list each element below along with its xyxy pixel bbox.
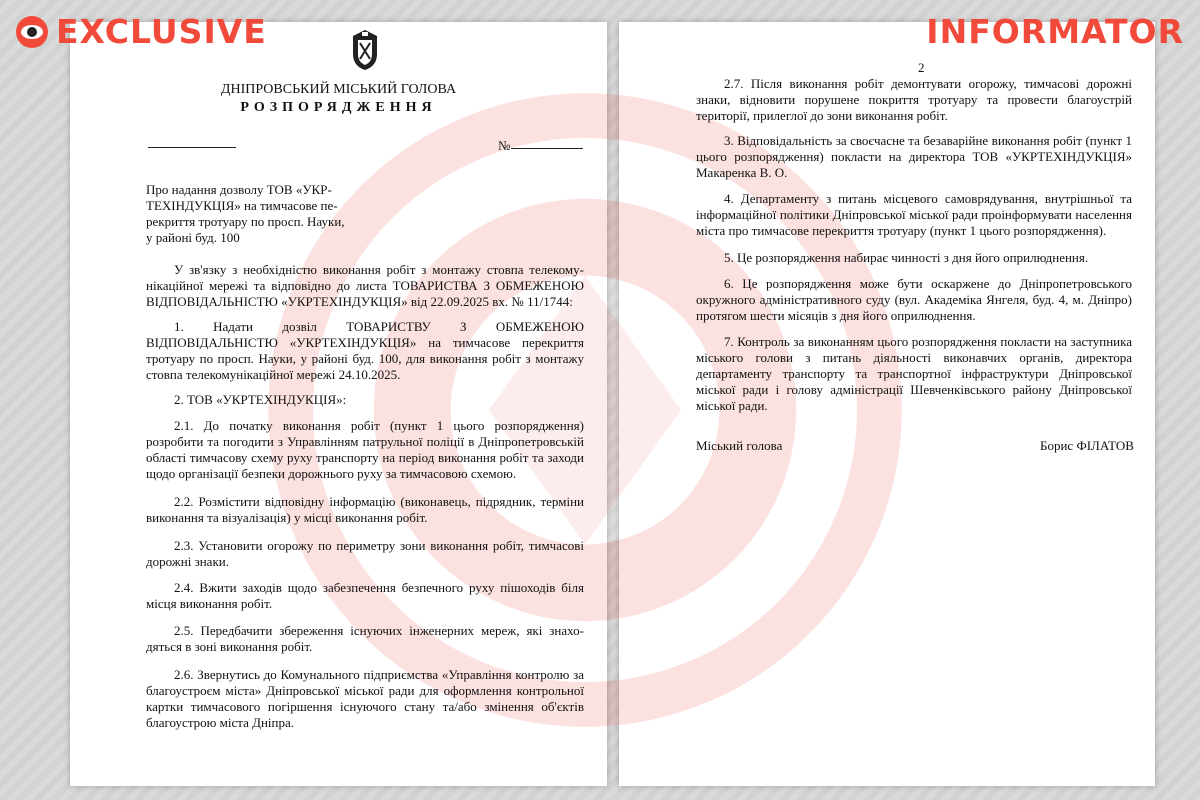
subject-line: у районі буд. 100 [146,230,240,245]
page-number: 2 [918,60,925,75]
paragraph-5: 5. Це розпорядження набирає чинності з дня його оприлюднення. [724,250,1089,265]
paragraph-2-6: 2.6. Звернутись до Комунального підприємства «Управління контролю за благоустроєм міста» Дніпровської міської ради для оформлення контрольної картки тимчасового погіршення існуючого стану та/або змінення об'єктів благоустрою міста Дніпра. [146,667,584,730]
org-title: ДНІПРОВСЬКИЙ МІСЬКИЙ ГОЛОВА [220,82,457,97]
exclusive-label: EXCLUSIVE [56,12,267,51]
exclusive-logo [14,10,267,54]
number-label: № [498,138,511,153]
paragraph-1: 1. Надати дозвіл ТОВАРИСТВУ З ОБМЕЖЕНОЮ ВІДПОВІДАЛЬНІСТЮ «УКРТЕХІНДУКЦІЯ» на тимчасове перекриття тротуару по просп. Науки, у районі буд. 100, для виконання робіт з монтажу стовпа телекомунікаційної мережі 24.10.2025. [146,319,584,382]
signature-title: Міський голова [696,438,783,453]
paragraph-2-5: 2.5. Передбачити збереження існуючих інженерних мереж, які знаходяться в зоні виконання робіт. [146,623,584,654]
informator-logo: INFORMATOR [926,12,1184,51]
date-blank-line [148,147,236,148]
paragraph-4: 4. Департаменту з питань місцевого самоврядування, внутрішньої та інформаційної політики Дніпровської міської ради проінформувати населення міста про тимчасове перекриття тротуару (пункт 1 цього розпорядження). [696,191,1132,238]
number-blank-line [511,148,583,149]
subject-line: ТЕХІНДУКЦІЯ» на тимчасове пе- [146,198,338,213]
paragraph-2-7: 2.7. Після виконання робіт демонтувати огорожу, тимчасові дорожні знаки, відновити порушене покриття тротуару та провести благоустрій території, прилеглої до зони виконання робіт. [696,76,1132,123]
intro-paragraph: У зв'язку з необхідністю виконання робіт з монтажу стовпа телекомунікаційної мережі та відповідно до листа ТОВАРИСТВА З ОБМЕЖЕНОЮ ВІДПОВІДАЛЬНІСТЮ «УКРТЕХІНДУКЦІЯ» від 22.09.2025 вх. № 11/1744: [146,262,584,309]
paragraph-2-4: 2.4. Вжити заходів щодо забезпечення безпечного руху пішоходів біля місця виконання робіт. [146,580,584,611]
signature-name: Борис ФІЛАТОВ [1040,438,1134,453]
city-emblem-icon [347,28,383,72]
doc-type-heading: РОЗПОРЯДЖЕННЯ [240,100,437,115]
eye-logo-icon [14,14,50,50]
subject-line: Про надання дозволу ТОВ «УКР- [146,182,332,197]
paragraph-7: 7. Контроль за виконанням цього розпорядження покласти на заступника міського голови з питань діяльності виконавчих органів, директора департаменту транспорту та транспортної інфраструктури Дніпровської міської ради і голову адміністрації Шевченківського району Дніпровської міської ради. [696,334,1132,413]
paragraph-6: 6. Це розпорядження може бути оскаржене до Дніпропетровського окружного адміністративного суду (вул. Академіка Янгеля, буд. 4, м. Дніпро) протягом шести місяців з дня його оприлюднення. [696,276,1132,323]
paragraph-2-2: 2.2. Розмістити відповідну інформацію (виконавець, підрядник, терміни виконання та візуалізація) у місці виконання робіт. [146,494,584,525]
paragraph-2-1: 2.1. До початку виконання робіт (пункт 1 цього розпорядження) розробити та погодити з Управлінням патрульної поліції в Дніпропетровській області тимчасову схему руху транспорту на період виконання робіт та заходи щодо організації безпеки дорожнього руху за тимчасовою схемою. [146,418,584,481]
paragraph-2: 2. ТОВ «УКРТЕХІНДУКЦІЯ»: [174,392,347,407]
paragraph-3: 3. Відповідальність за своєчасне та безаварійне виконання робіт (пункт 1 цього розпорядження) покласти на директора ТОВ «УКРТЕХІНДУКЦІЯ» Макаренка В. О. [696,133,1132,180]
paragraph-2-3: 2.3. Установити огорожу по периметру зони виконання робіт, тимчасові дорожні знаки. [146,538,584,569]
subject-line: рекриття тротуару по просп. Науки, [146,214,345,229]
